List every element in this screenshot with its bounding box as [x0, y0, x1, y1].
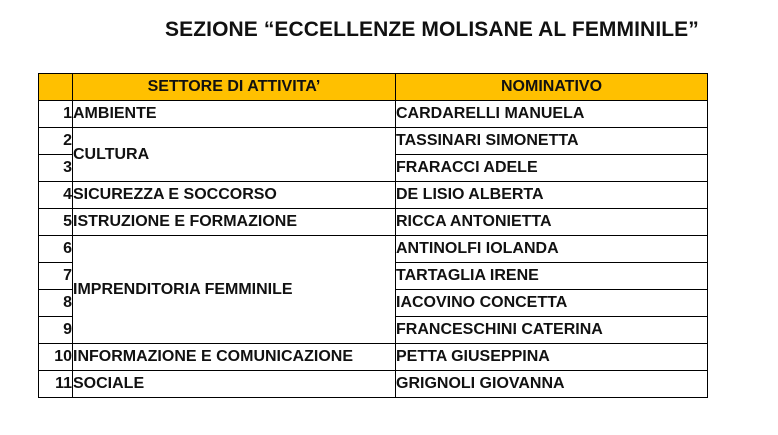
row-number: 5: [39, 209, 73, 236]
table-row: [39, 128, 708, 155]
row-name: GRIGNOLI GIOVANNA: [396, 371, 708, 398]
awards-table: [38, 73, 708, 398]
table-row: [39, 101, 708, 128]
row-number: 4: [39, 182, 73, 209]
row-name: TARTAGLIA IRENE: [396, 263, 708, 290]
header-row: [39, 74, 708, 101]
row-name: DE LISIO ALBERTA: [396, 182, 708, 209]
row-number: 6: [39, 236, 73, 263]
row-sector: AMBIENTE: [73, 101, 396, 128]
row-number: 11: [39, 371, 73, 398]
table-header: [39, 74, 708, 101]
row-name: CARDARELLI MANUELA: [396, 101, 708, 128]
row-name: RICCA ANTONIETTA: [396, 209, 708, 236]
row-sector: SICUREZZA E SOCCORSO: [73, 182, 396, 209]
header-sector: SETTORE DI ATTIVITA’: [73, 74, 396, 101]
row-number: 8: [39, 290, 73, 317]
header-number: [39, 74, 73, 101]
row-sector: SOCIALE: [73, 371, 396, 398]
row-name: FRANCESCHINI CATERINA: [396, 317, 708, 344]
row-name: ANTINOLFI IOLANDA: [396, 236, 708, 263]
row-number: 10: [39, 344, 73, 371]
row-sector: INFORMAZIONE E COMUNICAZIONE: [73, 344, 396, 371]
row-name: IACOVINO CONCETTA: [396, 290, 708, 317]
row-number: 9: [39, 317, 73, 344]
header-name: NOMINATIVO: [396, 74, 708, 101]
row-name: PETTA GIUSEPPINA: [396, 344, 708, 371]
row-number: 3: [39, 155, 73, 182]
row-sector: IMPRENDITORIA FEMMINILE: [73, 236, 396, 344]
page-title: SEZIONE “ECCELLENZE MOLISANE AL FEMMINILE”: [165, 18, 699, 41]
table-body: [39, 101, 708, 398]
row-name: TASSINARI SIMONETTA: [396, 128, 708, 155]
table-row: [39, 209, 708, 236]
row-number: 7: [39, 263, 73, 290]
table-row: [39, 182, 708, 209]
row-number: 2: [39, 128, 73, 155]
row-name: FRARACCI ADELE: [396, 155, 708, 182]
row-number: 1: [39, 101, 73, 128]
table-row: [39, 344, 708, 371]
row-sector: ISTRUZIONE E FORMAZIONE: [73, 209, 396, 236]
table-row: [39, 236, 708, 263]
row-sector: CULTURA: [73, 128, 396, 182]
table-row: [39, 371, 708, 398]
